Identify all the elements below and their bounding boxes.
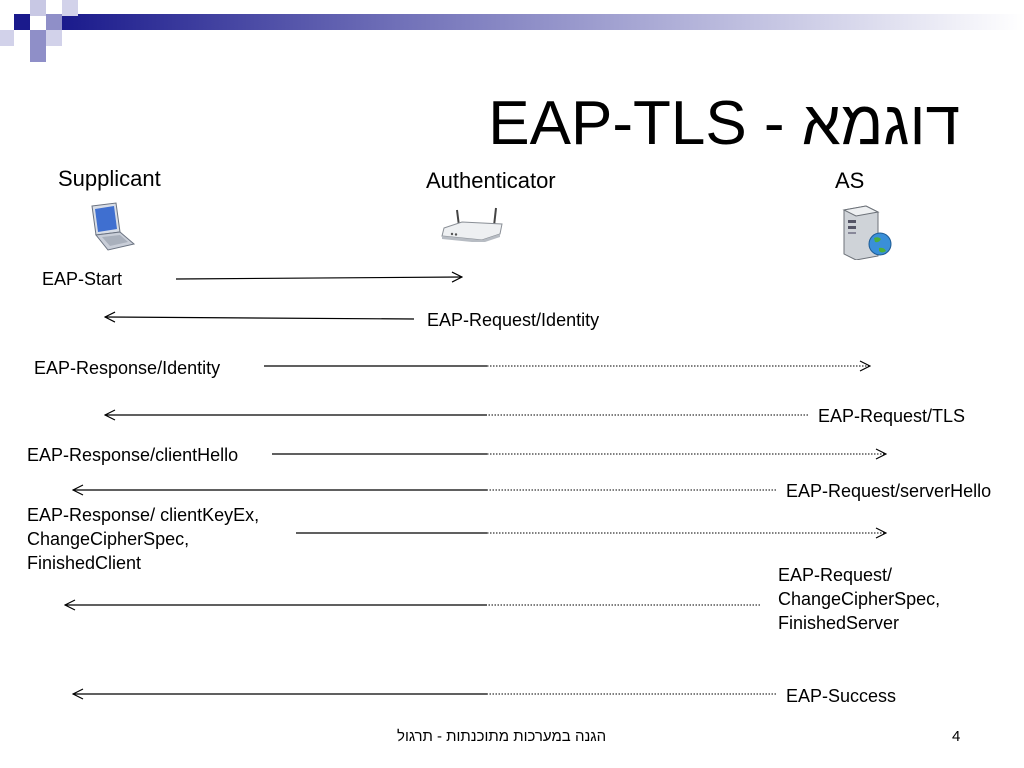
as-label: AS xyxy=(835,168,865,193)
footer-text: הגנה במערכות מתוכנתות - תרגול xyxy=(397,728,607,745)
authenticator-label: Authenticator xyxy=(426,168,556,193)
message-label: EAP-Response/Identity xyxy=(34,358,221,378)
message-label-line: ChangeCipherSpec, xyxy=(27,529,190,549)
message-label-multiline xyxy=(778,563,940,635)
message-label: EAP-Request/serverHello xyxy=(786,481,992,501)
message-label-line: EAP-Request/ xyxy=(778,565,893,585)
message-label-line: EAP-Response/ clientKeyEx, xyxy=(27,505,260,525)
message-label-multiline xyxy=(27,503,259,575)
message-label: EAP-Response/clientHello xyxy=(27,445,239,465)
message-label: EAP-Request/Identity xyxy=(427,310,600,330)
arrow-eap-request-identity xyxy=(105,317,414,319)
message-label: EAP-Start xyxy=(42,269,123,289)
slide-title: EAP-TLS - דוגמא xyxy=(488,89,960,158)
supplicant-label: Supplicant xyxy=(58,166,161,191)
arrow-eap-start xyxy=(176,277,462,279)
message-label: EAP-Success xyxy=(786,686,897,706)
message-label-line: FinishedClient xyxy=(27,553,142,573)
message-label: EAP-Request/TLS xyxy=(818,406,966,426)
page-number: 4 xyxy=(952,728,961,745)
message-label-line: FinishedServer xyxy=(778,613,900,633)
message-label-line: ChangeCipherSpec, xyxy=(778,589,941,609)
